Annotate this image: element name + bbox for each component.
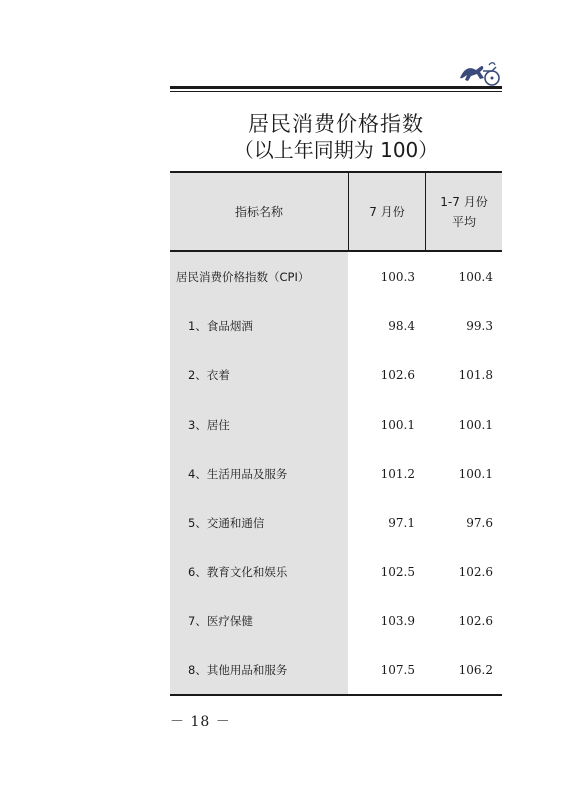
table-row [170, 365, 502, 385]
row-name: 居民消费价格指数（CPI） [176, 270, 310, 284]
row-month-value: 102.6 [380, 368, 415, 382]
table-row [170, 513, 502, 533]
row-month-value: 102.5 [380, 565, 415, 579]
row-cumulative-value: 102.6 [458, 614, 493, 628]
row-month-value: 97.1 [388, 516, 415, 530]
row-cumulative-value: 100.1 [458, 467, 493, 481]
row-month-value: 100.3 [380, 270, 415, 284]
row-name: 1、食品烟酒 [188, 319, 253, 333]
header-month [349, 173, 425, 250]
table-bottom-rule [170, 694, 502, 696]
cpi-table [170, 171, 502, 696]
header-rule-thick [170, 86, 502, 89]
row-cumulative-value: 99.3 [466, 319, 493, 333]
table-row [170, 562, 502, 582]
table-row [170, 267, 502, 287]
row-name: 8、其他用品和服务 [188, 663, 288, 677]
header-name [170, 173, 348, 250]
header-name-label: 指标名称 [234, 204, 283, 219]
page-number: － 18 － [170, 714, 231, 730]
row-cumulative-value: 97.6 [466, 516, 493, 530]
row-name: 6、教育文化和娱乐 [188, 565, 288, 579]
table-row [170, 464, 502, 484]
row-name: 3、居住 [188, 418, 230, 432]
chariot-horse-icon [456, 58, 504, 88]
header-month-label: 7 月份 [369, 204, 405, 219]
row-name: 4、生活用品及服务 [188, 467, 288, 481]
row-cumulative-value: 100.1 [458, 418, 493, 432]
row-month-value: 101.2 [380, 467, 415, 481]
header-cumulative-sublabel: 平均 [451, 214, 476, 229]
row-name: 2、衣着 [188, 368, 230, 382]
header-rule-thin [170, 91, 502, 92]
table-row [170, 316, 502, 336]
row-name: 5、交通和通信 [188, 516, 265, 530]
table-row [170, 611, 502, 631]
row-name: 7、医疗保健 [188, 614, 253, 628]
row-cumulative-value: 101.8 [458, 368, 493, 382]
table-header-rule [170, 250, 502, 252]
row-month-value: 103.9 [380, 614, 415, 628]
page-title: 居民消费价格指数 [248, 112, 424, 136]
row-month-value: 100.1 [380, 418, 415, 432]
row-month-value: 107.5 [380, 663, 415, 677]
row-cumulative-value: 106.2 [458, 663, 493, 677]
table-row [170, 660, 502, 680]
page-subtitle: （以上年同期为 100） [233, 138, 439, 162]
header-cumulative [426, 173, 502, 250]
row-cumulative-value: 100.4 [458, 270, 493, 284]
header-cumulative-label: 1-7 月份 [440, 194, 488, 209]
row-cumulative-value: 102.6 [458, 565, 493, 579]
table-row [170, 415, 502, 435]
row-month-value: 98.4 [388, 319, 415, 333]
